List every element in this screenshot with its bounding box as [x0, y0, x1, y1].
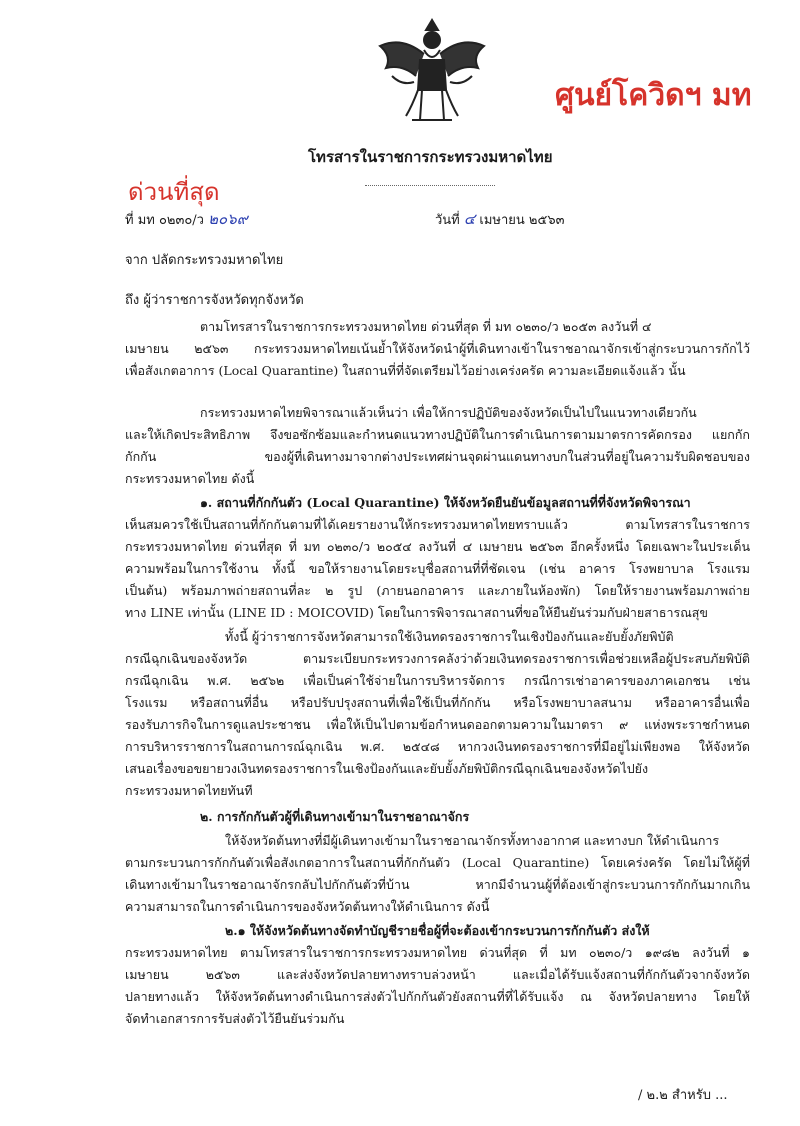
- body-line: เดินทางเข้ามาในราชอาณาจักรกลับไปกักกันตัวที่บ้าน หากมีจำนวนผู้ที่ต้องเข้าสู่กระบวนการกักกันมากเกิน: [125, 877, 750, 892]
- garuda-emblem-icon: [372, 16, 492, 128]
- body-line: ให้จังหวัดต้นทางที่มีผู้เดินทางเข้ามาในราชอาณาจักรทั้งทางอากาศ และทางบก ให้ดำเนินการ: [225, 833, 720, 848]
- document-number: [125, 210, 248, 230]
- body-line: ตามกระบวนการกักกันตัวเพื่อสังเกตอาการในสถานที่กักกันตัว (Local Quarantine) โดยเคร่งครัด โดยไม่ให้ผู้ที่: [125, 855, 750, 870]
- section-2-1-heading: [225, 922, 650, 940]
- body-line: กระทรวงมหาดไทยทันที: [125, 783, 253, 798]
- body-line: ๒. การกักกันตัวผู้ที่เดินทางเข้ามาในราชอาณาจักร: [200, 809, 470, 824]
- dotted-rule: [365, 185, 495, 186]
- body-line: เพื่อสังเกตอาการ (Local Quarantine) ในสถานที่ที่จัดเตรียมไว้อย่างเคร่งครัด ความละเอียดแจ้งแล้ว นั้น: [125, 363, 686, 378]
- section-1-heading: [200, 494, 691, 512]
- body-line: เป็นต้น) พร้อมภาพถ่ายสถานที่ละ ๒ รูป (ภายนอกอาคาร และภายในห้องพัก) โดยให้รายงานพร้อมภาพถ่าย: [125, 583, 750, 598]
- document-heading: โทรสารในราชการกระทรวงมหาดไทย: [308, 148, 553, 166]
- section-2-heading: [200, 808, 469, 826]
- body-line: ความสามารถในการดำเนินการของจังหวัดต้นทางให้ดำเนินการ ดังนี้: [125, 899, 490, 914]
- body-line: กระทรวงมหาดไทยพิจารณาแล้วเห็นว่า เพื่อให้การปฏิบัติของจังหวัดเป็นไปในแนวทางเดียวกัน: [200, 405, 697, 420]
- body-line: การบริหารราชการในสถานการณ์ฉุกเฉิน พ.ศ. ๒๕๔๘ หากวงเงินทดรองราชการที่มีอยู่ไม่เพียงพอ ให้จังหวัด: [125, 739, 750, 754]
- body-line: เมษายน ๒๕๖๓ และส่งจังหวัดปลายทางทราบล่วงหน้า และเมื่อได้รับแจ้งสถานที่กักกันตัวจากจังหวัด: [125, 967, 750, 982]
- body-line: กระทรวงมหาดไทย ด่วนที่สุด ที่ มท ๐๒๓๐/ว ๒๐๕๔ ลงวันที่ ๔ เมษายน ๒๕๖๓ อีกครั้งหนึ่ง โดยเฉพาะในประเด็น: [125, 539, 750, 554]
- from-line: จาก ปลัดกระทรวงมหาดไทย: [125, 253, 284, 268]
- body-line: รองรับภารกิจในการดูแลประชาชน เพื่อให้เป็นไปตามข้อกำหนดออกตามความในมาตรา ๙ แห่งพระราชกำหนด: [125, 717, 750, 732]
- body-line: ๑. สถานที่กักกันตัว (Local Quarantine) ให้จังหวัดยืนยันข้อมูลสถานที่ที่จังหวัดพิจารณา: [200, 495, 691, 510]
- document-date: [435, 210, 564, 230]
- body-line: และให้เกิดประสิทธิภาพ จึงขอซักซ้อมและกำหนดแนวทางปฏิบัติในการดำเนินการตามมาตรการคัดกรอง แยกกัก: [125, 427, 750, 442]
- body-line: กรณีฉุกเฉินของจังหวัด ตามระเบียบกระทรวงการคลังว่าด้วยเงินทดรองราชการเพื่อช่วยเหลือผู้ประสบภัยพิบัติ: [125, 651, 750, 666]
- body-line: กรณีฉุกเฉิน พ.ศ. ๒๕๖๒ เพื่อเป็นค่าใช้จ่ายในการบริหารจัดการ กรณีการเช่าอาคารของภาคเอกชน เช่น: [125, 673, 750, 688]
- document-number-handwritten: ๒๐๖๙: [208, 210, 248, 228]
- continuation-marker: / ๒.๒ สำหรับ ...: [638, 1088, 728, 1103]
- body-line: กักกัน ของผู้ที่เดินทางมาจากต่างประเทศผ่านจุดผ่านแดนทางบกในส่วนที่อยู่ในความรับผิดชอบของ: [125, 449, 750, 464]
- to-line: ถึง ผู้ว่าราชการจังหวัดทุกจังหวัด: [125, 293, 304, 308]
- document-number-label: ที่ มท ๐๒๓๐/ว: [125, 213, 204, 228]
- body-line: ทั้งนี้ ผู้ว่าราชการจังหวัดสามารถใช้เงินทดรองราชการในเชิงป้องกันและยับยั้งภัยพิบัติ: [225, 629, 674, 644]
- urgency-stamp: ด่วนที่สุด: [128, 178, 220, 206]
- date-rest: เมษายน ๒๕๖๓: [479, 213, 565, 228]
- date-day-handwritten: ๔: [463, 210, 476, 228]
- body-line: เห็นสมควรใช้เป็นสถานที่กักกันตามที่ได้เคยรายงานให้กระทรวงมหาดไทยทราบแล้ว ตามโทรสารในราชการ: [125, 517, 750, 532]
- body-line: กระทรวงมหาดไทย ดังนี้: [125, 471, 255, 486]
- body-line: ๒.๑ ให้จังหวัดต้นทางจัดทำบัญชีรายชื่อผู้ที่จะต้องเข้ากระบวนการกักกันตัว ส่งให้: [225, 923, 650, 938]
- body-line: ตามโทรสารในราชการกระทรวงมหาดไทย ด่วนที่สุด ที่ มท ๐๒๓๐/ว ๒๐๕๓ ลงวันที่ ๔: [200, 319, 652, 334]
- body-line: ทาง LINE เท่านั้น (LINE ID : MOICOVID) โดยในการพิจารณาสถานที่ขอให้ยืนยันร่วมกับฝ่ายสาธารณสุข: [125, 605, 708, 620]
- body-line: ความพร้อมในการใช้งาน ทั้งนี้ ขอให้รายงานโดยระบุชื่อสถานที่ที่ชัดเจน (เช่น อาคาร โรงพยาบาล โรงแรม: [125, 561, 750, 576]
- date-label: วันที่: [435, 213, 460, 228]
- body-line: เสนอเรื่องขอขยายวงเงินทดรองราชการในเชิงป้องกันและยับยั้งภัยพิบัติกรณีฉุกเฉินของจังหวัดไปยัง: [125, 761, 649, 776]
- covid-center-stamp: ศูนย์โควิดฯ มท: [555, 78, 752, 113]
- body-line: กระทรวงมหาดไทย ตามโทรสารในราชการกระทรวงมหาดไทย ด่วนที่สุด ที่ มท ๐๒๓๐/ว ๑๙๘๒ ลงวันที่ ๑: [125, 945, 750, 960]
- body-line: เมษายน ๒๕๖๓ กระทรวงมหาดไทยเน้นย้ำให้จังหวัดนำผู้ที่เดินทางเข้าในราชอาณาจักรเข้าสู่กระบวนการกักไว้: [125, 341, 750, 356]
- body-line: โรงแรม หรือสถานที่อื่น หรือปรับปรุงสถานที่เพื่อใช้เป็นที่กักกัน หรือโรงพยาบาลสนาม หรืออาคารอื่นเพื่อ: [125, 695, 750, 710]
- body-line: จัดทำเอกสารการรับส่งตัวไว้ยืนยันร่วมกัน: [125, 1011, 345, 1026]
- body-line: ปลายทางแล้ว ให้จังหวัดต้นทางดำเนินการส่งตัวไปกักกันตัวยังสถานที่ที่ได้รับแจ้ง ณ จังหวัดปลายทาง โดยให้: [125, 989, 750, 1004]
